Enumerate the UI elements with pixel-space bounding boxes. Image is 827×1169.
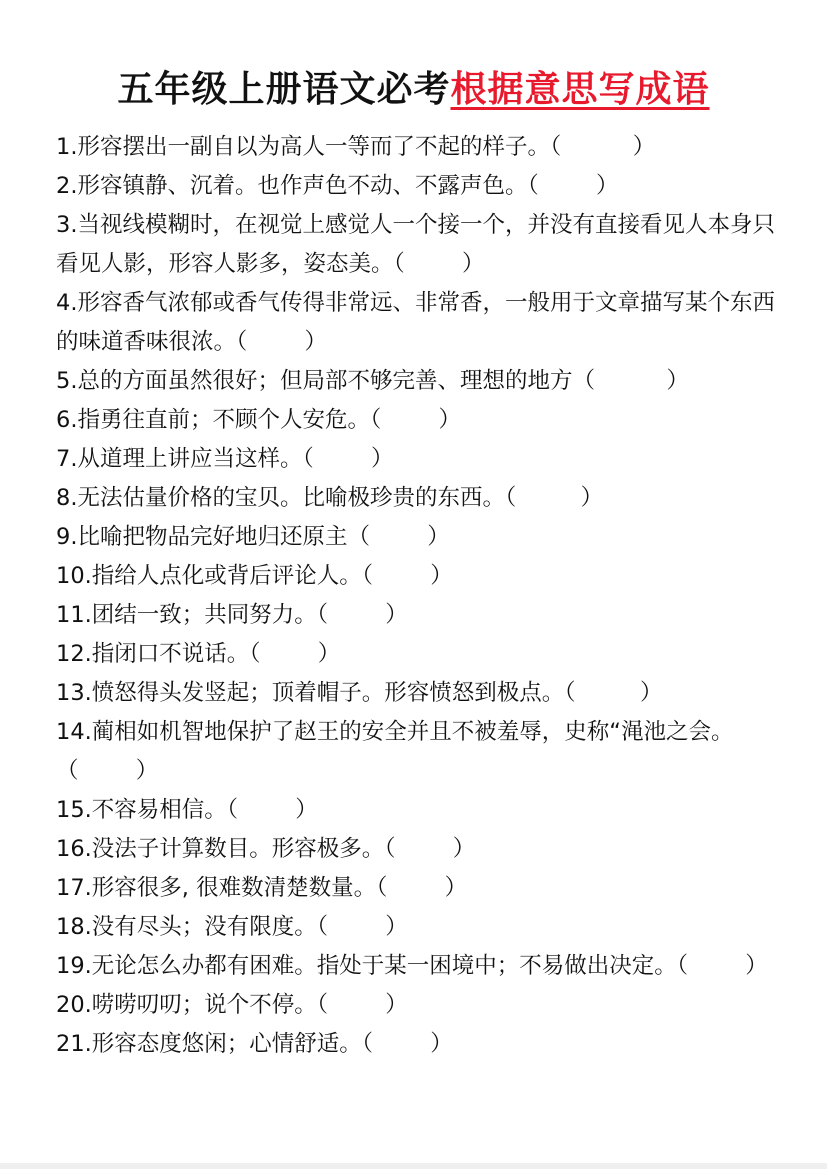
closing-paren: ） [452,836,476,862]
question-text: 形容很多, 很难数清楚数量。（ [91,875,388,901]
question-number: 1. [56,134,78,160]
question-item [56,401,781,440]
closing-paren: ） [370,446,394,472]
question-item [56,479,781,518]
question-item [56,206,781,284]
question-item [56,713,781,791]
question-text: 唠唠叨叨；说个不停。（ [91,992,329,1018]
question-item [56,362,781,401]
question-text: 指闭口不说话。（ [91,641,261,667]
answer-blank[interactable] [373,563,430,589]
closing-paren: ） [430,1031,453,1057]
question-item [56,908,781,947]
answer-blank[interactable] [387,875,444,901]
question-text: 没有尽头；没有限度。（ [91,914,329,940]
closing-paren: ） [666,368,690,394]
question-number: 19. [56,953,92,979]
title-part-black: 五年级上册语文必考 [117,69,451,110]
closing-paren: ） [438,407,461,433]
question-number: 7. [56,446,78,472]
closing-paren: ） [304,329,327,355]
closing-paren: ） [632,134,656,160]
question-item [56,284,781,362]
question-number: 16. [56,836,92,862]
closing-paren: ） [580,485,604,511]
closing-paren: ） [595,173,619,199]
question-text: 蔺相如机智地保护了赵王的安全并且不被羞辱，史称“渑池之会。（ [56,719,734,784]
answer-blank[interactable] [595,368,667,394]
question-text: 形容香气浓郁或香气传得非常远、非常香，一般用于文章描写某个东西的味道香味很浓。（ [56,290,775,355]
question-text: 从道理上讲应当这样。（ [77,446,314,472]
answer-blank[interactable] [314,446,371,472]
answer-blank[interactable] [247,329,304,355]
question-item [56,596,781,635]
answer-blank[interactable] [261,641,318,667]
question-number: 20. [56,992,92,1018]
closing-paren: ） [295,797,318,823]
page-bottom-edge [0,1163,827,1169]
question-number: 3. [56,212,78,238]
question-number: 21. [56,1031,92,1057]
question-number: 9. [56,524,78,550]
question-text: 总的方面虽然很好；但局部不够完善、理想的地方（ [77,368,595,394]
question-item [56,557,781,596]
question-item [56,674,781,713]
question-list [56,128,781,1064]
question-text: 形容摆出一副自以为高人一等而了不起的样子。（ [77,134,562,160]
question-number: 17. [56,875,92,901]
title-part-red: 根据意思写成语 [450,69,710,110]
question-text: 没法子计算数目。形容极多。（ [91,836,396,862]
closing-paren: ） [427,524,450,550]
answer-blank[interactable] [238,797,295,823]
closing-paren: ） [385,914,408,940]
question-item [56,167,781,206]
question-text: 形容态度悠闲；心情舒适。（ [91,1031,374,1057]
question-text: 不容易相信。（ [91,797,239,823]
question-text: 指勇往直前；不顾个人安危。（ [77,407,382,433]
answer-blank[interactable] [396,836,453,862]
closing-paren: ） [444,875,468,901]
question-text: 形容镇静、沉着。也作声色不动、不露声色。（ [77,173,539,199]
closing-paren: ） [461,251,485,277]
question-text: 比喻把物品完好地归还原主（ [77,524,370,550]
question-text: 当视线模糊时，在视觉上感觉人一个接一个，并没有直接看见人本身只看见人影，形容人影多，姿态美。（ [56,212,775,277]
question-number: 11. [56,602,92,628]
question-text: 无法估量价格的宝贝。比喻极珍贵的东西。（ [77,485,517,511]
question-number: 15. [56,797,92,823]
closing-paren: ） [385,602,408,628]
closing-paren: ） [317,641,341,667]
question-item [56,1025,781,1064]
question-number: 18. [56,914,92,940]
question-item [56,518,781,557]
closing-paren: ） [385,992,408,1018]
answer-blank[interactable] [328,992,385,1018]
question-item [56,986,781,1025]
closing-paren: ） [430,563,453,589]
closing-paren: ） [639,680,663,706]
answer-blank[interactable] [328,602,385,628]
answer-blank[interactable] [539,173,596,199]
question-text: 团结一致；共同努力。（ [91,602,329,628]
question-item [56,869,781,908]
answer-blank[interactable] [328,914,385,940]
closing-paren: ） [745,953,768,979]
question-number: 5. [56,368,78,394]
answer-blank[interactable] [373,1031,430,1057]
question-number: 13. [56,680,92,706]
question-number: 2. [56,173,78,199]
answer-blank[interactable] [370,524,427,550]
question-number: 14. [56,719,92,745]
answer-blank[interactable] [688,953,745,979]
closing-paren: ） [135,758,159,784]
question-number: 10. [56,563,92,589]
answer-blank[interactable] [516,485,580,511]
page-title [0,62,827,118]
question-item [56,128,781,167]
question-text: 无论怎么办都有困难。指处于某一困境中；不易做出决定。（ [91,953,689,979]
answer-blank[interactable] [561,134,633,160]
question-number: 6. [56,407,78,433]
answer-blank[interactable] [381,407,438,433]
question-item [56,791,781,830]
question-item [56,830,781,869]
question-number: 8. [56,485,78,511]
question-number: 4. [56,290,78,316]
question-item [56,440,781,479]
question-item [56,947,781,986]
question-item [56,635,781,674]
question-text: 指给人点化或背后评论人。（ [91,563,374,589]
question-number: 12. [56,641,92,667]
answer-blank[interactable] [79,758,136,784]
answer-blank[interactable] [405,251,462,277]
answer-blank[interactable] [576,680,640,706]
question-text: 愤怒得头发竖起；顶着帽子。形容愤怒到极点。（ [91,680,576,706]
